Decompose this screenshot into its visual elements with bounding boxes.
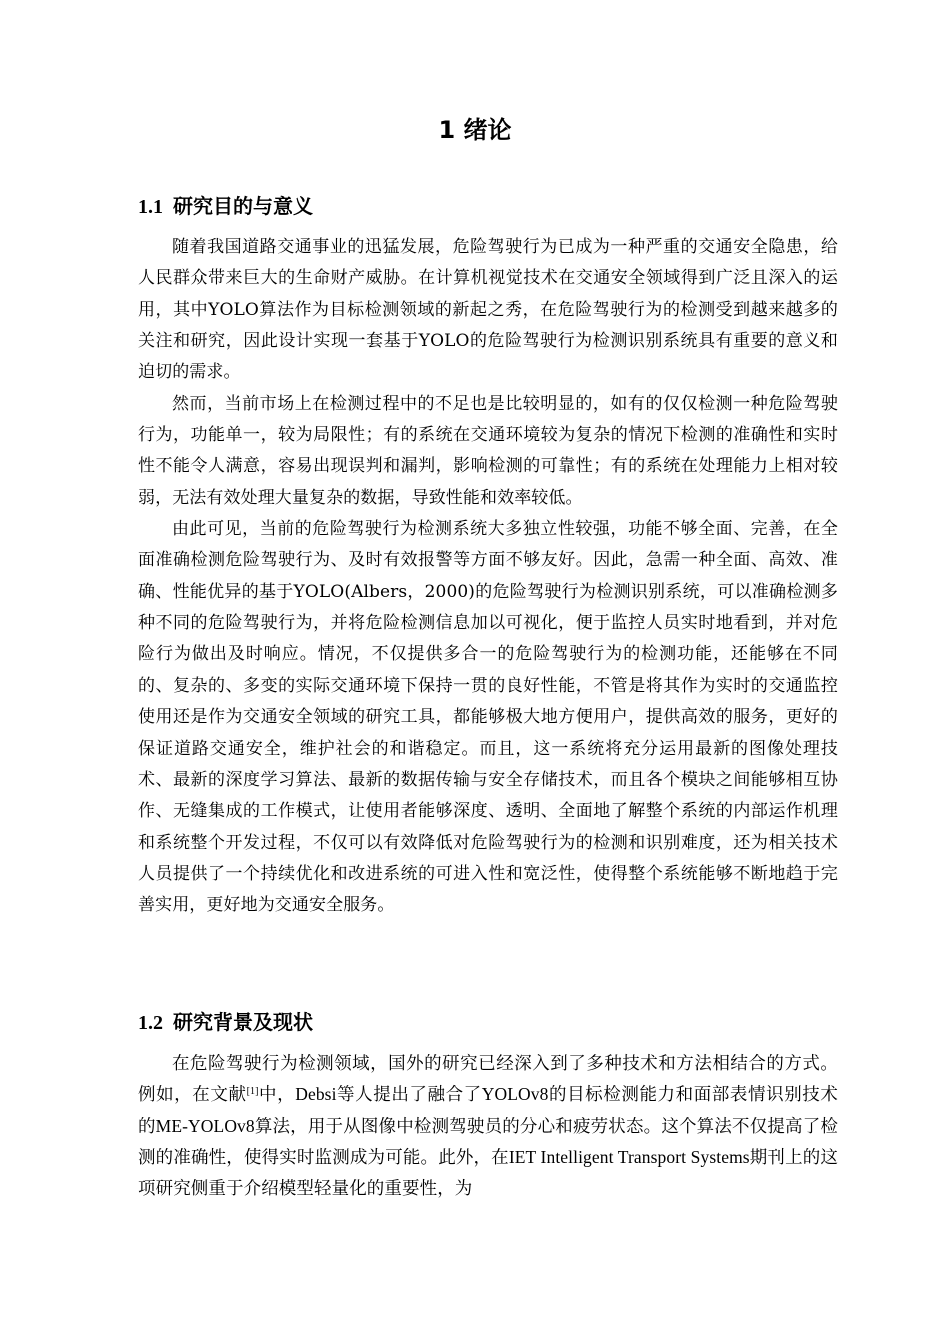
section-number: 1.2 [138,1012,163,1034]
section-number: 1.1 [138,196,163,218]
section-1-2-body [138,1048,838,1205]
citation-ref[interactable]: [1] [246,1086,259,1098]
section-title: 研究背景及现状 [173,1010,313,1034]
paragraph [138,1048,838,1205]
section-1-1-body [138,232,838,922]
section-title: 研究目的与意义 [173,194,313,218]
paragraph-text: 中，Debsi等人提出了融合了YOLOv8的目标检测能力和面部表情识别技术的ME-YOLOv8算法，用于从图像中检测驾驶员的分心和疲劳状态。这个算法不仅提高了检测的准确性，使得实时监测成为可能。此外，在IET Intelligent Transport Systems期刊上的这项研究侧重于介绍模型轻量化的重要性，为 [138,1084,838,1199]
paragraph-text: 在危险驾驶行为检测领域，国外的研究已经深入到了多种技术和方法相结合的方式。例如，在文献 [138,1053,838,1105]
paragraph: 由此可见，当前的危险驾驶行为检测系统大多独立性较强，功能不够全面、完善，在全面准确检测危险驾驶行为、及时有效报警等方面不够友好。因此，急需一种全面、高效、准确、性能优异的基于YOLO(Albers，2000)的危险驾驶行为检测识别系统，可以准确检测多种不同的危险驾驶行为，并将危险检测信息加以可视化，便于监控人员实时地看到，并对危险行为做出及时响应。情况，不仅提供多合一的危险驾驶行为的检测功能，还能够在不同的、复杂的、多变的实际交通环境下保持一贯的良好性能，不管是将其作为实时的交通监控使用还是作为交通安全领域的研究工具，都能够极大地方便用户，提供高效的服务，更好的保证道路交通安全，维护社会的和谐稳定。而且，这一系统将充分运用最新的图像处理技术、最新的深度学习算法、最新的数据传输与安全存储技术，而且各个模块之间能够相互协作、无缝集成的工作模式，让使用者能够深度、透明、全面地了解整个系统的内部运作机理和系统整个开发过程，不仅可以有效降低对危险驾驶行为的检测和识别难度，还为相关技术人员提供了一个持续优化和改进系统的可进入性和宽泛性，使得整个系统能够不断地趋于完善实用，更好地为交通安全服务。 [138,519,838,916]
section-heading-1-1 [138,190,838,223]
paragraph: 然而，当前市场上在检测过程中的不足也是比较明显的，如有的仅仅检测一种危险驾驶行为，功能单一，较为局限性；有的系统在交通环境较为复杂的情况下检测的准确性和实时性不能令人满意，容易出现误判和漏判，影响检测的可靠性；有的系统在处理能力上相对较弱，无法有效处理大量复杂的数据，导致性能和效率较低。 [138,393,838,508]
section-heading-1-2 [138,1006,838,1039]
paragraph: 随着我国道路交通事业的迅猛发展，危险驾驶行为已成为一种严重的交通安全隐患，给人民群众带来巨大的生命财产威胁。在计算机视觉技术在交通安全领域得到广泛且深入的运用，其中YOLO算法作为目标检测领域的新起之秀，在危险驾驶行为的检测受到越来越多的关注和研究，因此设计实现一套基于YOLO的危险驾驶行为检测识别系统具有重要的意义和迫切的需求。 [138,237,838,383]
chapter-title: 1 绪论 [438,116,512,144]
